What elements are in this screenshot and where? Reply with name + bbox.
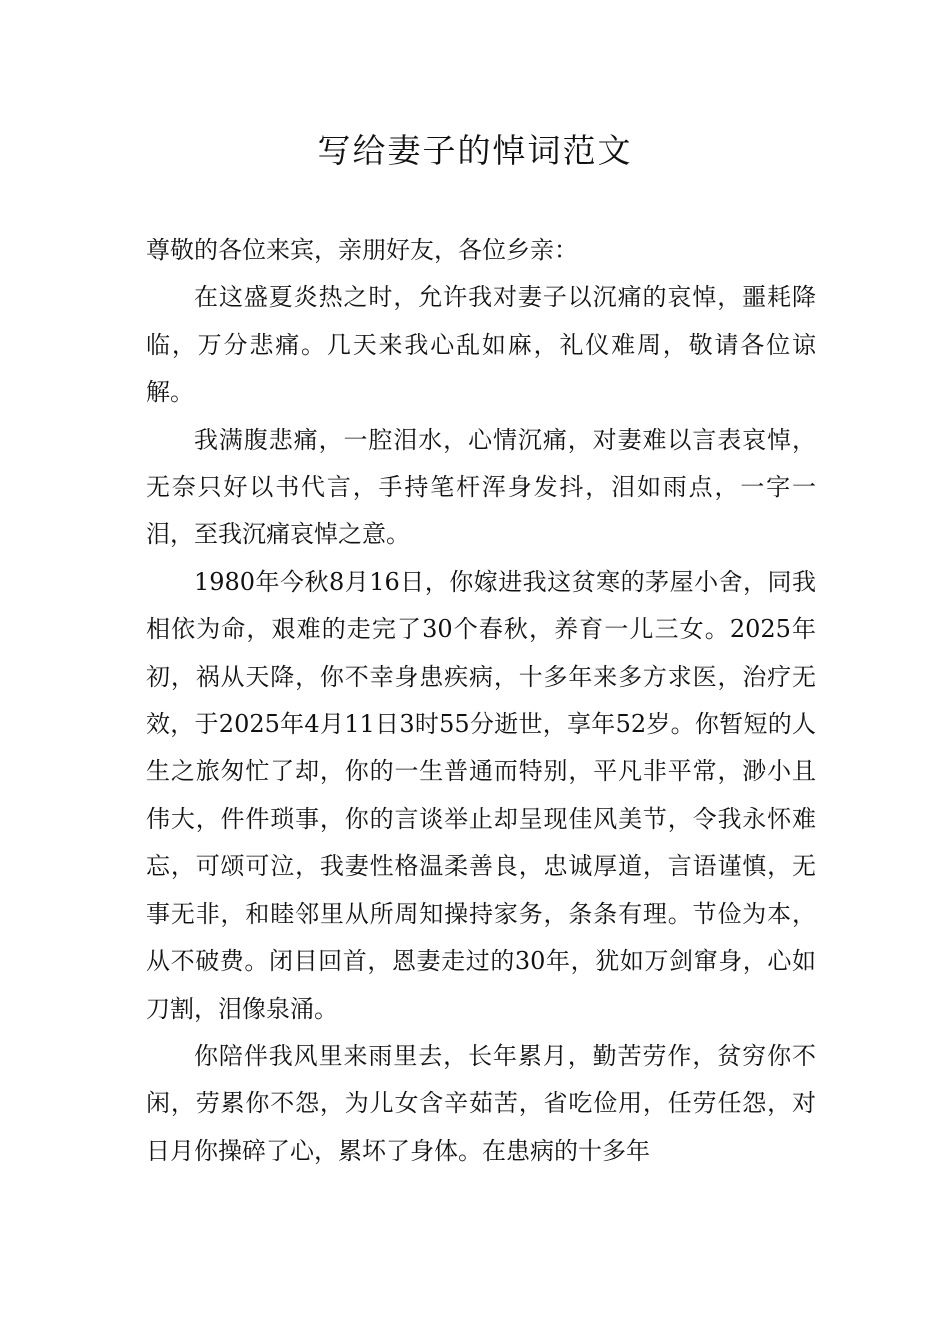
document-body (146, 227, 816, 1175)
paragraph: 我满腹悲痛，一腔泪水，心情沉痛，对妻难以言表哀悼，无奈只好以书代言，手持笔杆浑身发抖，泪如雨点，一字一泪，至我沉痛哀悼之意。 (146, 425, 816, 549)
document-title: 写给妻子的悼词范文 (317, 131, 633, 170)
salutation: 尊敬的各位来宾，亲朋好友，各位乡亲： (146, 236, 578, 264)
paragraph: 你陪伴我风里来雨里去，长年累月，勤苦劳作，贫穷你不闲，劳累你不怨，为儿女含辛茹苦，省吃俭用，任劳任怨，对日月你操碎了心，累坏了身体。在患病的十多年 (146, 1041, 816, 1165)
paragraph: 在这盛夏炎热之时，允许我对妻子以沉痛的哀悼，噩耗降临，万分悲痛。几天来我心乱如麻，礼仪难周，敬请各位谅解。 (146, 283, 816, 407)
paragraph: 1980年今秋8月16日，你嫁进我这贫寒的茅屋小舍，同我相依为命，艰难的走完了30个春秋，养育一儿三女。2025年初，祸从天降，你不幸身患疾病，十多年来多方求医，治疗无效，于2025年4月11日3时55分逝世，享年52岁。你暂短的人生之旅匆忙了却，你的一生普通而特别，平凡非平常，渺小且伟大，件件琐事，你的言谈举止却呈现佳风美节，令我永怀难忘，可颂可泣，我妻性格温柔善良，忠诚厚道，言语谨慎，无事无非，和睦邻里从所周知操持家务，条条有理。节俭为本，从不破费。闭目回首，恩妻走过的30年，犹如万剑窜身，心如刀割，泪像泉涌。 (146, 567, 816, 1023)
